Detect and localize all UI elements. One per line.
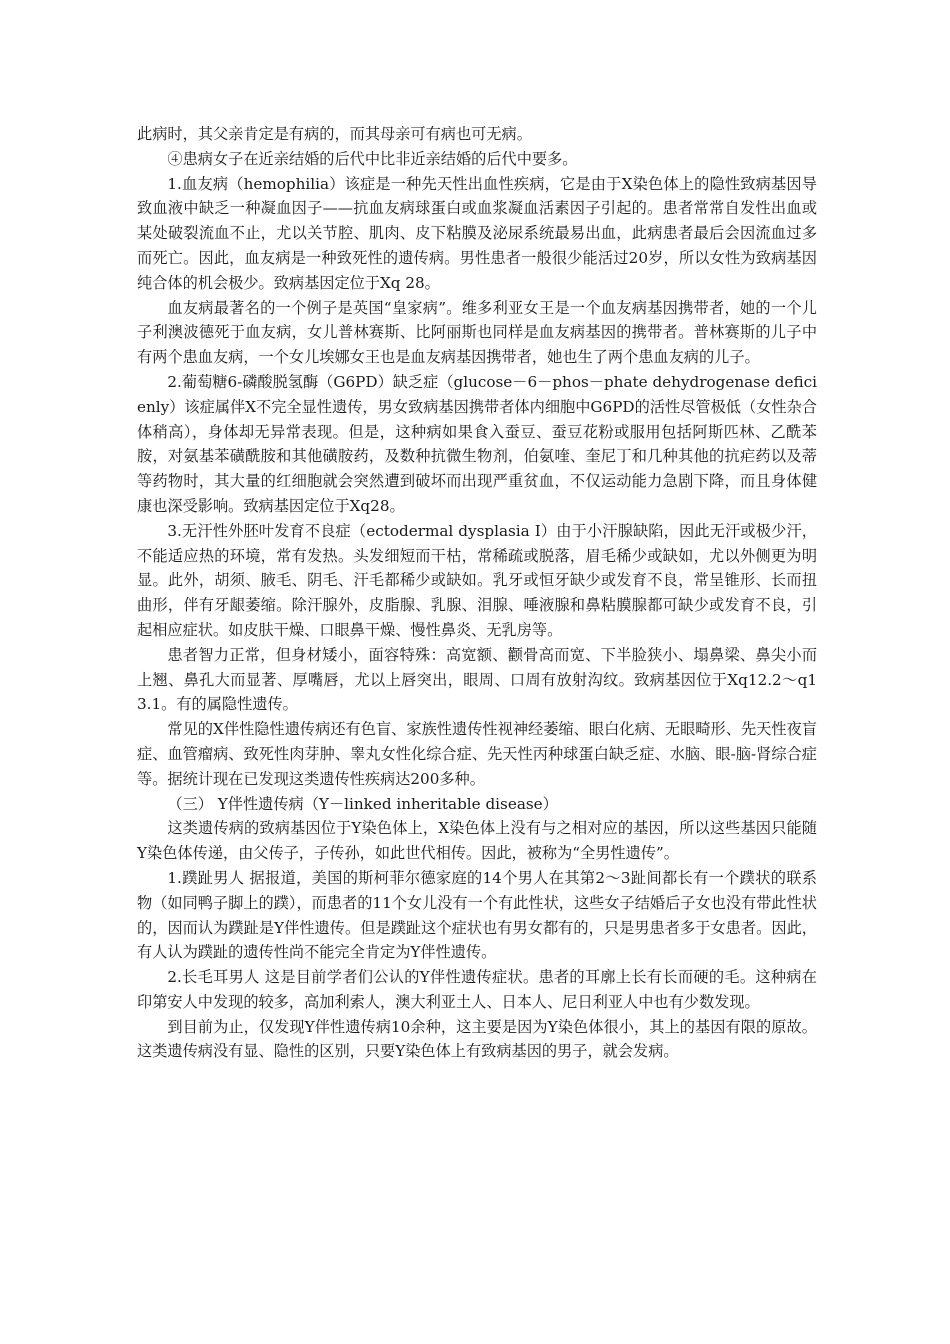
- section-heading: （三） Y伴性遗传病（Y－linked inheritable disease）: [167, 794, 558, 813]
- paragraph: 3.无汗性外胚叶发育不良症（ectodermal dysplasia I）由于小汗腺缺陷，因此无汗或极少汗，不能适应热的环境，常有发热。头发细短而干枯，常稀疏或脱落，眉毛稀少或缺如，尤以外侧更为明显。此外，胡须、腋毛、阴毛、汗毛都稀少或缺如。乳牙或恒牙缺少或发育不良，常呈锥形、长而扭曲形，伴有牙龈萎缩。除汗腺外，皮脂腺、乳腺、泪腺、唾液腺和鼻粘膜腺都可缺少或发育不良，引起相应症状。如皮肤干燥、口眼鼻干燥、慢性鼻炎、无乳房等。: [137, 521, 817, 639]
- paragraph: 这类遗传病的致病基因位于Y染色体上，X染色体上没有与之相对应的基因，所以这些基因只能随Y染色体传递，由父传子，子传孙，如此世代相传。因此，被称为“全男性遗传”。: [137, 819, 817, 863]
- paragraph: 2.长毛耳男人 这是目前学者们公认的Y伴性遗传症状。患者的耳廓上长有长而硬的毛。这种病在印第安人中发现的较多，高加利索人，澳大利亚土人、日本人、尼日利亚人中也有少数发现。: [137, 968, 817, 1011]
- paragraph: 1.蹼趾男人 据报道，美国的斯柯菲尔德家庭的14个男人在其第2～3趾间都长有一个蹼状的联系物（如同鸭子脚上的蹼），而患者的11个女儿没有一个有此性状，这些女子结婚后子女也没有带此性状的，因而认为蹼趾是Y伴性遗传。但是蹼趾这个症状也有男女都有的，只是男患者多于女患者。因此，有人认为蹼趾的遗传性尚不能完全肯定为Y伴性遗传。: [137, 868, 817, 962]
- paragraph: 到目前为止，仅发现Y伴性遗传病10余种，这主要是因为Y染色体很小，其上的基因有限的原故。这类遗传病没有显、隐性的区别，只要Y染色体上有致病基因的男子，就会发病。: [137, 1017, 817, 1061]
- document-body: [137, 122, 817, 1064]
- paragraph: 2.葡萄糖6-磷酸脱氢酶（G6PD）缺乏症（glucose－6－phos－phate dehydrogenase deficienly）该症属伴X不完全显性遗传，男女致病基因携带者体内细胞中G6PD的活性尽管极低（女性杂合体稍高），身体却无异常表现。但是，这种病如果食入蚕豆、蚕豆花粉或服用包括阿斯匹林、乙酰苯胺，对氨基苯磺酰胺和其他磺胺药，及数种抗微生物剂，伯氨喹、奎尼丁和几种其他的抗疟药以及蒂等药物时，其大量的红细胞就会突然遭到破坏而出现严重贫血，不仅运动能力急剧下降，而且身体健康也深受影响。致病基因定位于Xq28。: [137, 372, 817, 515]
- paragraph: 患者智力正常，但身材矮小，面容特殊：高宽额、颧骨高而宽、下半脸狭小、塌鼻梁、鼻尖小而上翘、鼻孔大而显著、厚嘴唇，尤以上唇突出，眼周、口周有放射沟纹。致病基因位于Xq12.2～q13.1。有的属隐性遗传。: [137, 645, 817, 714]
- paragraph: 此病时，其父亲肯定是有病的，而其母亲可有病也可无病。: [137, 125, 532, 143]
- paragraph: 1.血友病（hemophilia）该症是一种先天性出血性疾病，它是由于X染色体上的隐性致病基因导致血液中缺乏一种凝血因子——抗血友病球蛋白或血浆凝血活素因子引起的。患者常常自发性出血或某处破裂流血不止，尤以关节腔、肌肉、皮下粘膜及泌尿系统最易出血，此病患者最后会因流血过多而死亡。因此，血友病是一种致死性的遗传病。男性患者一般很少能活过20岁，所以女性为致病基因纯合体的机会极少。致病基因定位于Xq 28。: [137, 174, 817, 292]
- paragraph: 常见的X伴性隐性遗传病还有色盲、家族性遗传性视神经萎缩、眼白化病、无眼畸形、先天性夜盲症、血管瘤病、致死性肉芽肿、睾丸女性化综合症、先天性丙种球蛋白缺乏症、水脑、眼-脑-肾综合症等。据统计现在已发现这类遗传性疾病达200多种。: [137, 720, 817, 788]
- paragraph: 血友病最著名的一个例子是英国“皇家病”。维多利亚女王是一个血友病基因携带者，她的一个儿子利澳波德死于血友病，女儿普林赛斯、比阿丽斯也同样是血友病基因的携带者。普林赛斯的儿子中有两个患血友病，一个女儿埃娜女王也是血友病基因携带者，她也生了两个患血友病的儿子。: [137, 298, 817, 367]
- paragraph: ④患病女子在近亲结婚的后代中比非近亲结婚的后代中要多。: [167, 149, 578, 168]
